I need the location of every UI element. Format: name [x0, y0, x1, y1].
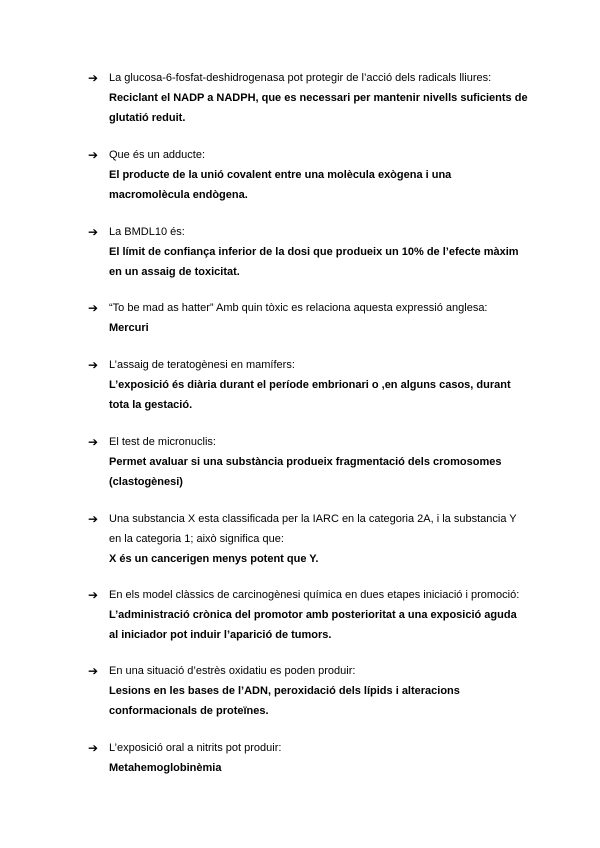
question-text: El test de micronuclis: — [109, 436, 216, 448]
question-row — [88, 738, 528, 778]
answer-text: Permet avaluar si una substància produeix fragmentació dels cromosomes (clastogènesi) — [109, 456, 502, 488]
question-row — [88, 585, 528, 645]
question-text: Una substancia X esta classificada per la IARC en la categoria 2A, i la substancia Y en la categoria 1; això significa que: — [109, 513, 517, 545]
answer-text: Lesions en les bases de l’ADN, peroxidació dels lípids i alteracions conformacionals de proteïnes. — [109, 685, 460, 717]
answer-text: El producte de la unió covalent entre una molècula exògena i una macromolècula endògena. — [109, 169, 452, 201]
answer-text: Reciclant el NADP a NADPH, que es necessari per mantenir nivells suficients de glutatió reduit. — [109, 92, 528, 124]
question-row — [88, 509, 528, 569]
arrow-bullet-icon: ➔ — [88, 225, 99, 239]
question-text: En els model clàssics de carcinogènesi química en dues etapes iniciació i promoció: — [109, 589, 520, 601]
question-row — [88, 355, 528, 415]
answer-text: Metahemoglobinèmia — [109, 762, 222, 774]
qa-item-3 — [88, 222, 528, 282]
arrow-bullet-icon: ➔ — [88, 741, 99, 755]
question-text: L’exposició oral a nitrits pot produir: — [109, 742, 282, 754]
answer-text: Mercuri — [109, 322, 149, 334]
qa-item-2 — [88, 145, 528, 205]
question-row — [88, 298, 528, 338]
answer-text: L’administració crònica del promotor amb posterioritat a una exposició aguda al iniciador pot induir l’aparició de tumors. — [109, 609, 517, 641]
question-text: Que és un adducte: — [109, 149, 206, 161]
answer-text: El límit de confiança inferior de la dosi que produeix un 10% de l’efecte màxim en un assaig de toxicitat. — [109, 246, 519, 278]
arrow-bullet-icon: ➔ — [88, 148, 99, 162]
qa-item-1 — [88, 68, 528, 128]
question-row — [88, 222, 528, 282]
arrow-bullet-icon: ➔ — [88, 358, 99, 372]
question-text: La glucosa-6-fosfat-deshidrogenasa pot protegir de l’acció dels radicals lliures: — [109, 72, 492, 84]
question-row — [88, 661, 528, 721]
arrow-bullet-icon: ➔ — [88, 512, 99, 526]
question-text: “To be mad as hatter” Amb quin tòxic es relaciona aquesta expressió anglesa: — [109, 302, 488, 314]
arrow-bullet-icon: ➔ — [88, 71, 99, 85]
qa-item-10 — [88, 738, 528, 778]
question-row — [88, 432, 528, 492]
arrow-bullet-icon: ➔ — [88, 588, 99, 602]
qa-item-8 — [88, 585, 528, 645]
arrow-bullet-icon: ➔ — [88, 664, 99, 678]
qa-item-5 — [88, 355, 528, 415]
qa-item-4 — [88, 298, 528, 338]
answer-text: X és un cancerigen menys potent que Y. — [109, 553, 319, 565]
question-text: En una situació d’estrès oxidatiu es poden produir: — [109, 665, 356, 677]
qa-item-7 — [88, 509, 528, 569]
arrow-bullet-icon: ➔ — [88, 435, 99, 449]
question-text: L’assaig de teratogènesi en mamífers: — [109, 359, 295, 371]
arrow-bullet-icon: ➔ — [88, 301, 99, 315]
answer-text: L’exposició és diària durant el període embrionari o ,en alguns casos, durant tota la gestació. — [109, 379, 511, 411]
question-row — [88, 145, 528, 205]
qa-item-9 — [88, 661, 528, 721]
question-text: La BMDL10 és: — [109, 226, 185, 238]
qa-item-6 — [88, 432, 528, 492]
question-row — [88, 68, 528, 128]
